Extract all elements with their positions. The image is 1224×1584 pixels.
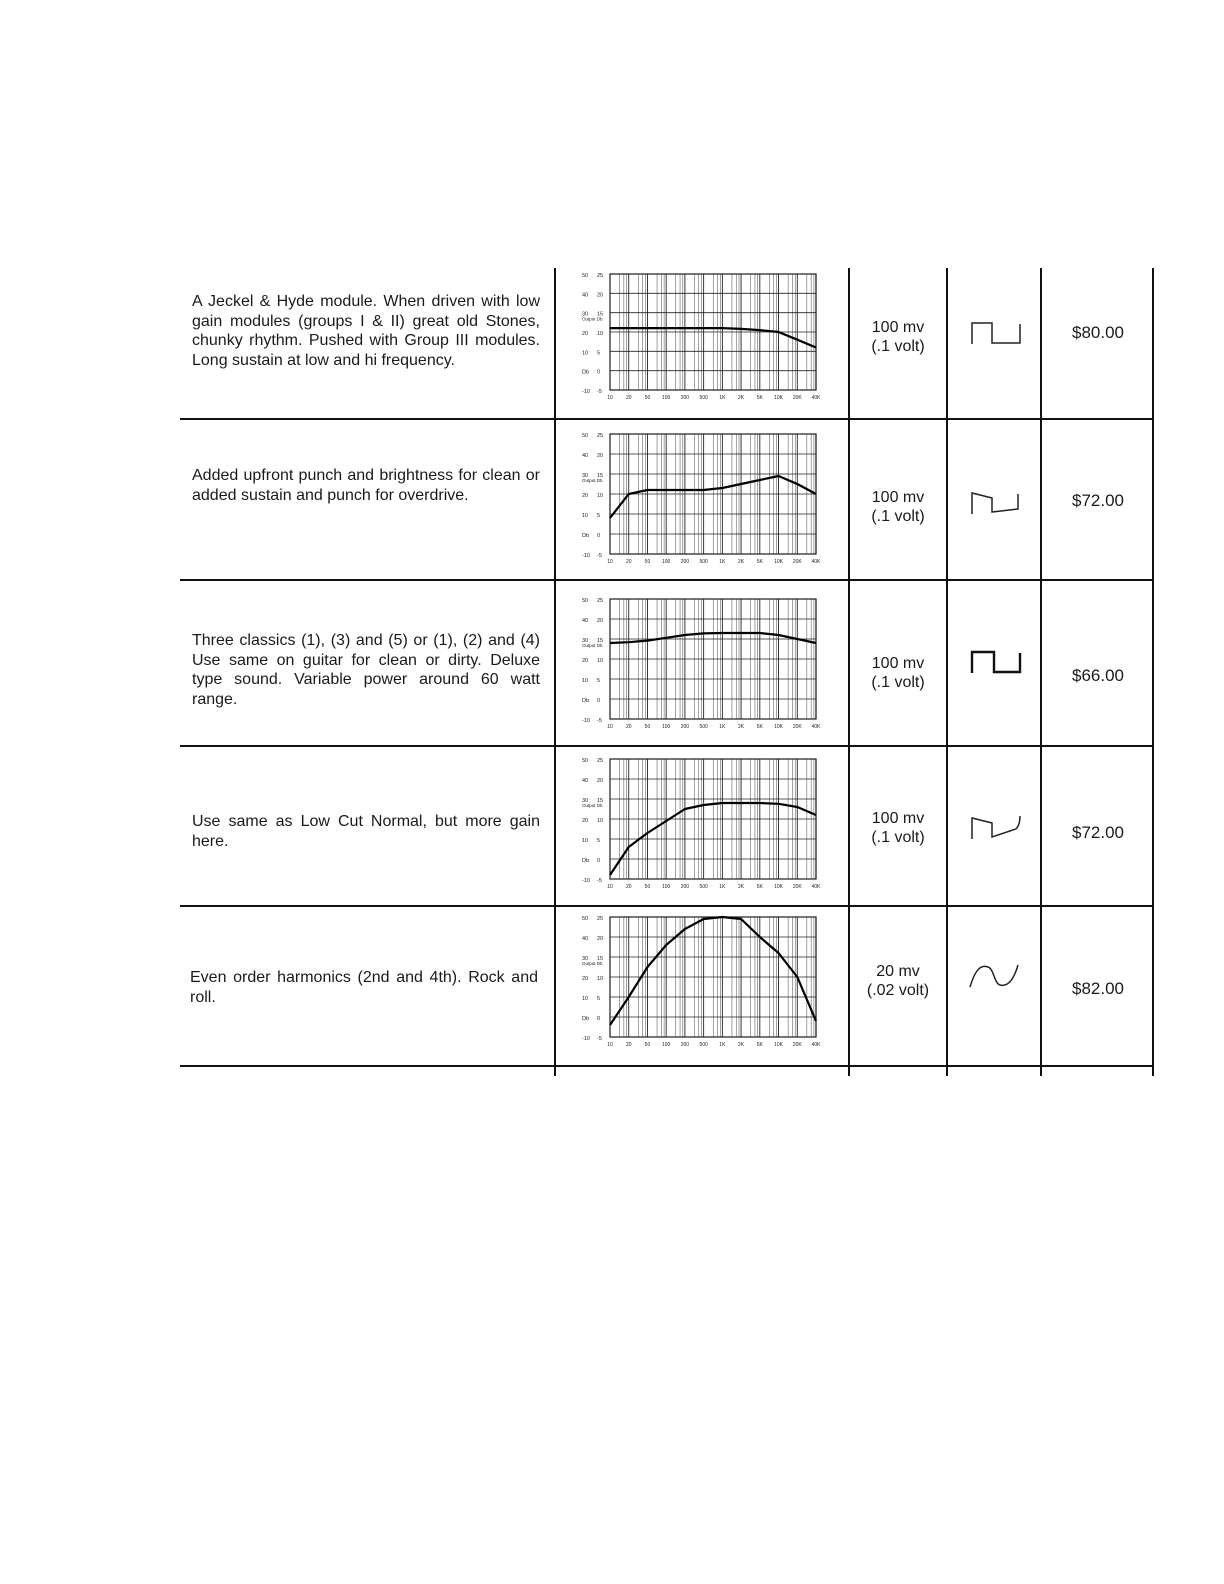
y-tick-label-right: 0 bbox=[597, 1016, 601, 1022]
y-tick-label: 50 bbox=[582, 598, 589, 604]
y-tick-label-right: 15 bbox=[597, 473, 604, 479]
x-tick-label: 20 bbox=[625, 395, 632, 401]
y-axis-label: Output Db bbox=[582, 643, 603, 648]
x-tick-label: 40K bbox=[811, 1042, 820, 1048]
x-tick-label: 40K bbox=[811, 724, 820, 730]
x-tick-label: 5K bbox=[756, 884, 763, 890]
x-tick-label: 100 bbox=[662, 724, 671, 730]
module-description: A Jeckel & Hyde module. When driven with low gain modules (groups I & II) great old Stones, chunky rhythm. Pushed with Group III modules. Long sustain at low and hi frequency. bbox=[192, 293, 540, 369]
y-tick-label-right: 25 bbox=[597, 273, 604, 279]
y-tick-label-right: 25 bbox=[597, 916, 604, 922]
x-tick-label: 10 bbox=[607, 724, 613, 730]
y-tick-label-right: 10 bbox=[597, 493, 604, 499]
module-description: Three classics (1), (3) and (5) or (1), (2) and (4) Use same on guitar for clean or dirty. Deluxe type sound. Variable power around 60 watt range. bbox=[192, 632, 540, 708]
sensitivity-mv: 100 mv bbox=[871, 319, 925, 336]
sensitivity-volt: (.1 volt) bbox=[871, 674, 925, 691]
input-sensitivity bbox=[850, 809, 946, 847]
y-tick-label-right: 10 bbox=[597, 976, 604, 982]
frequency-response-chart bbox=[580, 595, 820, 731]
y-tick-label-right: 25 bbox=[597, 433, 604, 439]
y-tick-label: 10 bbox=[582, 513, 589, 519]
sensitivity-mv: 20 mv bbox=[876, 963, 920, 980]
y-tick-label: 20 bbox=[582, 976, 589, 982]
x-tick-label: 500 bbox=[699, 724, 708, 730]
y-tick-label-right: 0 bbox=[597, 533, 601, 539]
y-tick-label: Db bbox=[582, 858, 590, 864]
y-tick-label-right: -5 bbox=[597, 878, 602, 884]
x-tick-label: 20K bbox=[792, 1042, 802, 1048]
y-tick-label: 40 bbox=[582, 453, 589, 459]
x-tick-label: 20K bbox=[792, 724, 802, 730]
price: $72.00 bbox=[1072, 823, 1124, 842]
price: $80.00 bbox=[1072, 323, 1124, 342]
x-tick-label: 50 bbox=[644, 395, 651, 401]
sensitivity-mv: 100 mv bbox=[871, 489, 925, 506]
x-tick-label: 1K bbox=[719, 724, 726, 730]
y-tick-label: 20 bbox=[582, 658, 589, 664]
y-tick-label-right: 5 bbox=[597, 838, 601, 844]
input-sensitivity bbox=[850, 488, 946, 526]
y-tick-label: 40 bbox=[582, 292, 589, 299]
x-tick-label: 10 bbox=[607, 559, 613, 565]
input-sensitivity bbox=[850, 962, 946, 1000]
price: $66.00 bbox=[1072, 666, 1124, 685]
y-tick-label-right: 15 bbox=[597, 956, 604, 962]
frequency-response-chart bbox=[580, 755, 820, 891]
x-tick-label: 50 bbox=[644, 884, 651, 890]
x-tick-label: 5K bbox=[756, 395, 763, 401]
y-axis-label: Output Db bbox=[582, 478, 603, 483]
y-tick-label: 10 bbox=[582, 678, 589, 684]
x-tick-label: 40K bbox=[811, 884, 820, 890]
x-tick-label: 20 bbox=[625, 884, 632, 890]
y-tick-label-right: 20 bbox=[597, 778, 604, 784]
tilted-square-wave-icon bbox=[950, 490, 1042, 516]
x-tick-label: 100 bbox=[662, 884, 671, 890]
x-tick-label: 500 bbox=[699, 559, 708, 565]
x-tick-label: 200 bbox=[680, 884, 690, 890]
y-tick-label-right: 0 bbox=[597, 858, 601, 864]
x-tick-label: 100 bbox=[662, 1042, 671, 1048]
y-tick-label-right: 10 bbox=[597, 331, 604, 337]
price: $72.00 bbox=[1072, 491, 1124, 510]
frequency-response-svg bbox=[580, 270, 820, 402]
y-tick-label: 30 bbox=[582, 798, 589, 804]
sensitivity-volt: (.1 volt) bbox=[871, 829, 925, 846]
y-axis-label: Output Db bbox=[582, 961, 603, 966]
y-tick-label: Db bbox=[582, 533, 590, 539]
y-tick-label-right: 25 bbox=[597, 758, 604, 764]
x-tick-label: 10 bbox=[607, 1042, 613, 1048]
y-tick-label: -10 bbox=[582, 389, 590, 395]
x-tick-label: 200 bbox=[680, 559, 690, 565]
y-tick-label-right: 15 bbox=[597, 638, 604, 644]
x-tick-label: 20K bbox=[792, 884, 802, 890]
y-tick-label-right: -5 bbox=[597, 389, 602, 395]
y-tick-label: 40 bbox=[582, 618, 589, 624]
y-tick-label: 30 bbox=[582, 638, 589, 644]
y-axis-label: Output Db bbox=[582, 803, 603, 808]
y-tick-label-right: 5 bbox=[597, 678, 601, 684]
module-description: Added upfront punch and brightness for clean or added sustain and punch for overdrive. bbox=[192, 467, 540, 504]
y-tick-label: Db bbox=[582, 1016, 590, 1022]
x-tick-label: 2K bbox=[738, 559, 745, 565]
y-tick-label-right: -5 bbox=[597, 553, 602, 559]
x-tick-label: 10K bbox=[774, 1042, 783, 1048]
input-sensitivity bbox=[850, 654, 946, 692]
y-tick-label: 30 bbox=[582, 311, 589, 318]
x-tick-label: 20K bbox=[792, 559, 802, 565]
x-tick-label: 10K bbox=[774, 395, 783, 401]
table-row bbox=[180, 581, 1154, 745]
x-tick-label: 200 bbox=[680, 1042, 690, 1048]
module-description: Even order harmonics (2nd and 4th). Rock and roll. bbox=[190, 969, 538, 1006]
y-tick-label-right: 20 bbox=[597, 292, 604, 299]
x-tick-label: 50 bbox=[644, 559, 651, 565]
x-tick-label: 500 bbox=[699, 1042, 708, 1048]
table-row bbox=[180, 907, 1154, 1065]
y-tick-label: 50 bbox=[582, 916, 589, 922]
module-description: Use same as Low Cut Normal, but more gain here. bbox=[192, 813, 540, 850]
table-row bbox=[180, 420, 1154, 579]
sensitivity-volt: (.1 volt) bbox=[871, 508, 925, 525]
x-tick-label: 1K bbox=[719, 1042, 726, 1048]
x-tick-label: 20 bbox=[625, 559, 632, 565]
table-row bbox=[180, 268, 1154, 418]
x-tick-label: 1K bbox=[719, 559, 726, 565]
y-tick-label: -10 bbox=[582, 878, 590, 884]
x-tick-label: 2K bbox=[738, 884, 745, 890]
x-tick-label: 500 bbox=[699, 884, 708, 890]
y-tick-label: 10 bbox=[582, 350, 589, 357]
x-tick-label: 5K bbox=[756, 724, 763, 730]
frequency-response-svg bbox=[580, 913, 820, 1049]
y-tick-label-right: 15 bbox=[597, 311, 604, 318]
x-tick-label: 100 bbox=[662, 559, 671, 565]
frequency-response-chart bbox=[580, 270, 820, 402]
y-tick-label-right: 10 bbox=[597, 658, 604, 664]
y-tick-label-right: 0 bbox=[597, 369, 601, 376]
input-sensitivity bbox=[850, 318, 946, 356]
tilted-square-wave-icon bbox=[950, 813, 1042, 841]
y-tick-label-right: 25 bbox=[597, 598, 604, 604]
sensitivity-mv: 100 mv bbox=[871, 810, 925, 827]
frequency-response-svg bbox=[580, 755, 820, 891]
x-tick-label: 1K bbox=[719, 395, 726, 401]
y-tick-label: 30 bbox=[582, 956, 589, 962]
y-tick-label-right: 5 bbox=[597, 350, 601, 357]
x-tick-label: 2K bbox=[738, 1042, 745, 1048]
y-tick-label: 20 bbox=[582, 331, 589, 337]
y-tick-label-right: 5 bbox=[597, 513, 601, 519]
price: $82.00 bbox=[1072, 979, 1124, 998]
x-tick-label: 10 bbox=[607, 395, 613, 401]
x-tick-label: 20 bbox=[625, 724, 632, 730]
x-tick-label: 10K bbox=[774, 884, 783, 890]
table-row bbox=[180, 747, 1154, 905]
x-tick-label: 2K bbox=[738, 724, 745, 730]
x-tick-label: 50 bbox=[644, 1042, 651, 1048]
y-tick-label: Db bbox=[582, 698, 590, 704]
y-tick-label: 20 bbox=[582, 818, 589, 824]
y-tick-label: 50 bbox=[582, 433, 589, 439]
sensitivity-volt: (.02 volt) bbox=[866, 982, 930, 999]
y-tick-label: -10 bbox=[582, 1036, 590, 1042]
y-tick-label: 40 bbox=[582, 936, 589, 942]
sensitivity-volt: (.1 volt) bbox=[871, 338, 925, 355]
y-tick-label-right: -5 bbox=[597, 1036, 602, 1042]
y-tick-label: 10 bbox=[582, 996, 589, 1002]
frequency-response-chart bbox=[580, 913, 820, 1049]
y-tick-label-right: 5 bbox=[597, 996, 601, 1002]
y-tick-label-right: 20 bbox=[597, 618, 604, 624]
y-axis-label: Output Db bbox=[582, 316, 603, 322]
y-tick-label: Db bbox=[582, 369, 590, 376]
sine-wave-icon bbox=[950, 961, 1042, 991]
frequency-response-svg bbox=[580, 430, 820, 566]
y-tick-label-right: 20 bbox=[597, 453, 604, 459]
x-tick-label: 500 bbox=[699, 395, 708, 401]
y-tick-label-right: 0 bbox=[597, 698, 601, 704]
y-tick-label-right: -5 bbox=[597, 718, 602, 724]
y-tick-label: 10 bbox=[582, 838, 589, 844]
x-tick-label: 5K bbox=[756, 1042, 763, 1048]
x-tick-label: 40K bbox=[811, 559, 820, 565]
square-wave-icon bbox=[950, 649, 1042, 675]
x-tick-label: 200 bbox=[680, 395, 690, 401]
row-divider bbox=[180, 1065, 1154, 1067]
x-tick-label: 40K bbox=[811, 395, 820, 401]
y-tick-label: -10 bbox=[582, 718, 590, 724]
x-tick-label: 10K bbox=[774, 724, 783, 730]
x-tick-label: 5K bbox=[756, 559, 763, 565]
y-tick-label: 50 bbox=[582, 273, 589, 279]
x-tick-label: 1K bbox=[719, 884, 726, 890]
x-tick-label: 20K bbox=[792, 395, 802, 401]
x-tick-label: 200 bbox=[680, 724, 690, 730]
y-tick-label-right: 20 bbox=[597, 936, 604, 942]
y-tick-label-right: 10 bbox=[597, 818, 604, 824]
x-tick-label: 10K bbox=[774, 559, 783, 565]
x-tick-label: 2K bbox=[738, 395, 745, 401]
x-tick-label: 20 bbox=[625, 1042, 632, 1048]
frequency-response-chart bbox=[580, 430, 820, 566]
sensitivity-mv: 100 mv bbox=[871, 655, 925, 672]
y-tick-label: 50 bbox=[582, 758, 589, 764]
y-tick-label: 20 bbox=[582, 493, 589, 499]
y-tick-label: 40 bbox=[582, 778, 589, 784]
y-tick-label: 30 bbox=[582, 473, 589, 479]
x-tick-label: 10 bbox=[607, 884, 613, 890]
square-wave-icon bbox=[950, 320, 1042, 346]
y-tick-label-right: 15 bbox=[597, 798, 604, 804]
y-tick-label: -10 bbox=[582, 553, 590, 559]
x-tick-label: 50 bbox=[644, 724, 651, 730]
frequency-response-svg bbox=[580, 595, 820, 731]
x-tick-label: 100 bbox=[662, 395, 671, 401]
